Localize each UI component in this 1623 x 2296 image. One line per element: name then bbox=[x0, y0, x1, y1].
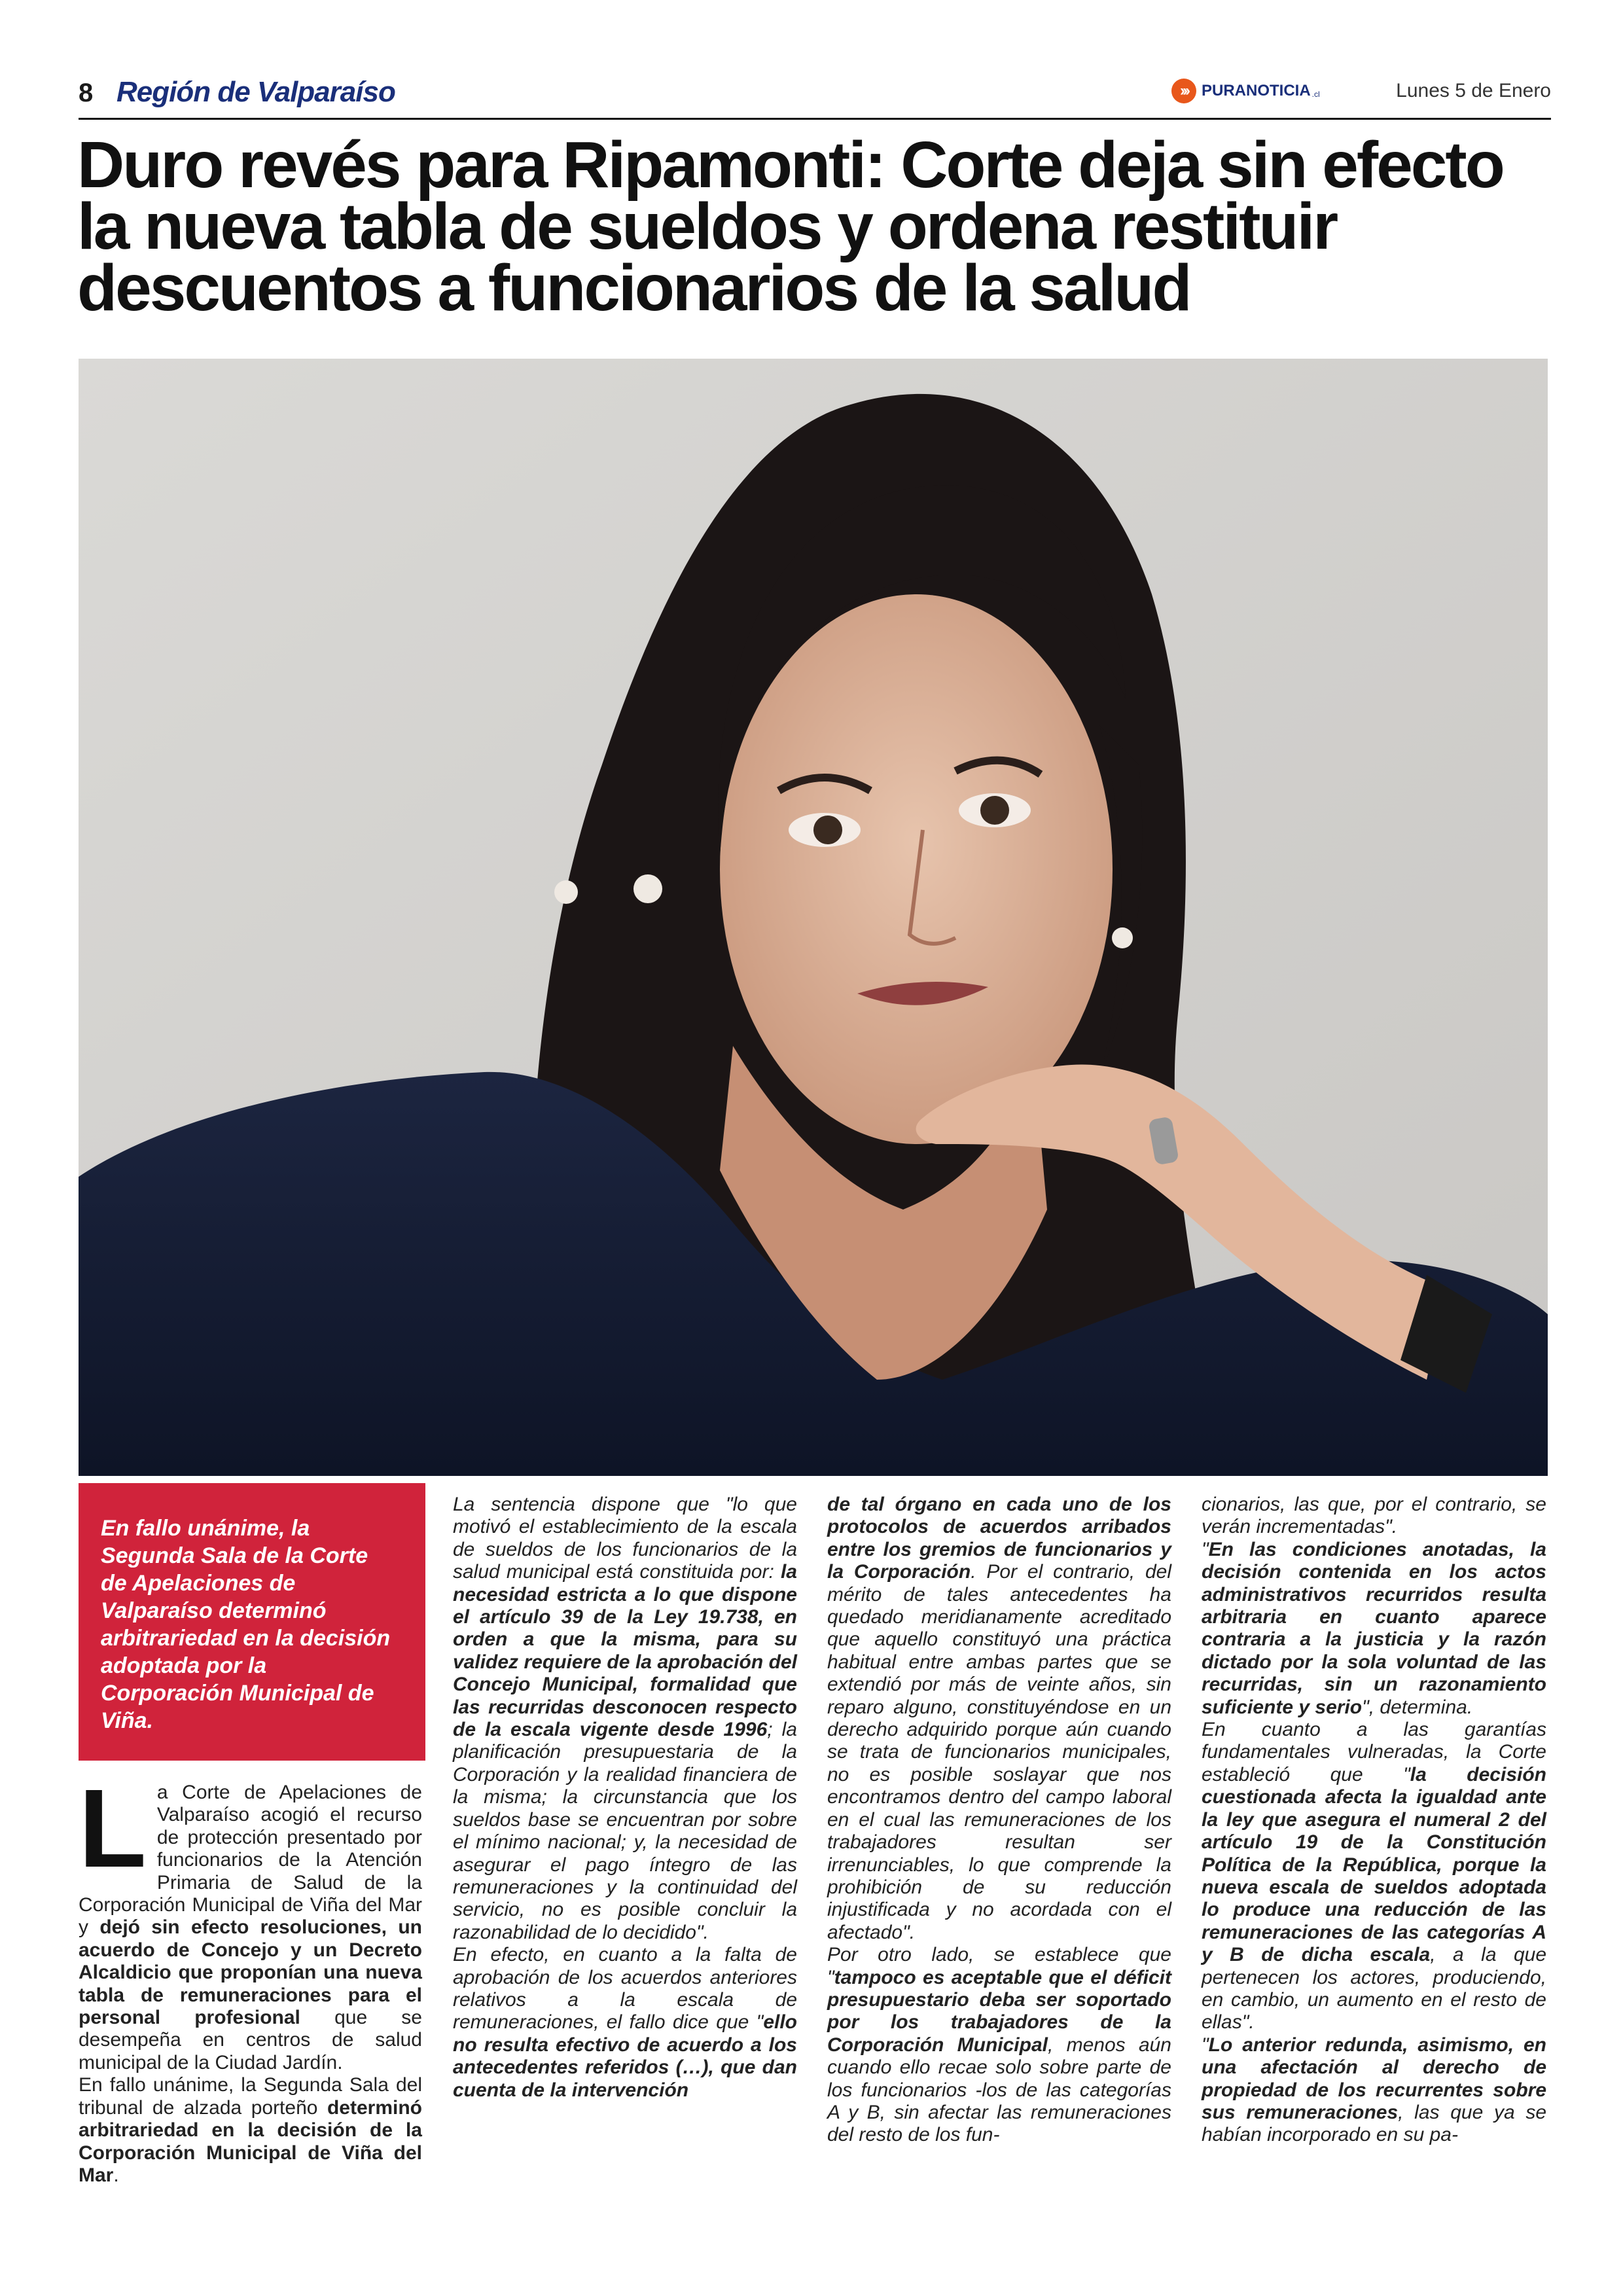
article-column-1 bbox=[79, 1767, 422, 2187]
text-run-bold: ello no resulta efectivo de acuerdo a los antecedentes referidos (…), que dan cuenta de la intervención bbox=[453, 2011, 797, 2101]
text-run: " bbox=[1202, 1538, 1209, 1560]
article-paragraph bbox=[453, 1494, 797, 1944]
article-paragraph bbox=[453, 1944, 797, 2102]
text-run: a Corte de Apelaciones de Valparaíso acogió el recurso de protección presentado por funcionarios de la Atención Primaria de Salud de la Corporación Municipal de Viña del Mar y bbox=[79, 1782, 422, 1939]
text-run: , menos aún cuando ello recae solo sobre parte de los funcionarios -los de las categorías A y B, sin afectar las remuneraciones del resto de los fun- bbox=[827, 2034, 1171, 2146]
brand-logo bbox=[1171, 79, 1320, 103]
text-run-bold: determinó arbitrariedad en la decisión de la Corporación Municipal de Viña del Mar bbox=[79, 2096, 422, 2186]
page-header bbox=[79, 72, 1551, 120]
text-run-bold: Lo anterior redunda, asimismo, en una afectación al derecho de propiedad de los recurrentes sobre sus remuneraciones bbox=[1202, 2034, 1546, 2123]
article-column-2 bbox=[453, 1494, 797, 2102]
article-column-3 bbox=[827, 1494, 1171, 2147]
text-run: ; la planificación presupuestaria de la Corporación y la realidad financiera de la misma; la circunstancia que los sueldos base se encuentran por sobre el mínimo nacional; y, la necesidad de asegurar el pago íntegro de las remuneraciones y la continuidad del servicio, no es posible concluir la razonabilidad de lo decidido". bbox=[453, 1719, 797, 1943]
text-run-bold: de tal órgano en cada uno de los protocolos de acuerdos arribados entre los gremios de funcionarios y la Corporación bbox=[827, 1494, 1171, 1583]
headline: Duro revés para Ripamonti: Corte deja sin efecto la nueva tabla de sueldos y ordena restituir descuentos a funcionarios de la salud bbox=[77, 128, 1503, 325]
callout-box: En fallo unánime, la Segunda Sala de la Corte de Apelaciones de Valparaíso determinó arbitrariedad en la decisión adoptada por la Corporación Municipal de Viña. bbox=[79, 1483, 425, 1761]
text-run-bold: tampoco es aceptable que el déficit presupuestario deba ser soportado por los trabajadores de la Corporación Municipal bbox=[827, 1966, 1171, 2056]
issue-date: Lunes 5 de Enero bbox=[1396, 80, 1551, 101]
text-run: Por otro lado, se establece que " bbox=[827, 1944, 1171, 1988]
article-paragraph bbox=[827, 1494, 1171, 1944]
text-run: que se desempeña en centros de salud municipal de la Ciudad Jardín. bbox=[79, 2007, 422, 2073]
brand-suffix: .cl bbox=[1311, 90, 1320, 99]
text-run: En fallo unánime, la Segunda Sala del tribunal de alzada porteño bbox=[79, 2074, 422, 2119]
text-run-bold: la decisión cuestionada afecta la igualdad ante la ley que asegura el numeral 2 del artículo 19 de la Constitución Política de la República, porque la nueva escala de sueldos adoptada lo produce una reducción de las remuneraciones de las categorías A y B de dicha escala bbox=[1202, 1763, 1546, 1966]
page-number: 8 bbox=[79, 79, 94, 107]
article-paragraph bbox=[1202, 1719, 1546, 2034]
article-photo bbox=[79, 359, 1548, 1476]
article-paragraph: cionarios, las que, por el contrario, se verán incrementadas". bbox=[1202, 1494, 1546, 1538]
article-column-4 bbox=[1202, 1494, 1546, 2147]
text-run: En efecto, en cuanto a la falta de aprobación de los acuerdos anteriores relativos a la escala de remuneraciones, el fallo dice que " bbox=[453, 1944, 797, 2034]
section-title: Región de Valparaíso bbox=[116, 76, 395, 108]
text-run-bold: En las condiciones anotadas, la decisión contenida en los actos administrativos recurridos resulta arbitraria en cuanto aparece contraria a la justicia y la razón dictado por la sola voluntad de las recurridas, sin un razonamiento suficiente y serio bbox=[1202, 1538, 1546, 1718]
article-paragraph bbox=[79, 1767, 422, 2074]
text-run: . bbox=[113, 2164, 119, 2186]
article-paragraph bbox=[1202, 1539, 1546, 1719]
drop-cap: L bbox=[79, 1767, 147, 1891]
brand-name: PURANOTICIA bbox=[1202, 82, 1311, 99]
article-paragraph bbox=[1202, 2034, 1546, 2147]
text-run: ", determina. bbox=[1362, 1696, 1473, 1718]
text-run-bold: la necesidad estricta a lo que dispone el artículo 39 de la Ley 19.738, en orden a que la misma, para su validez requiere de la aprobación del Concejo Municipal, formalidad que las recurridas desconocen respecto de la escala vigente desde 1996 bbox=[453, 1561, 797, 1741]
article-paragraph bbox=[827, 1944, 1171, 2147]
text-run-bold: dejó sin efecto resoluciones, un acuerdo de Concejo y un Decreto Alcaldicio que proponían una nueva tabla de remuneraciones para el personal profesional bbox=[79, 1916, 422, 2029]
text-run: " bbox=[1202, 2034, 1209, 2056]
chevrons-icon: ››› bbox=[1171, 79, 1196, 103]
text-run: , las que ya se habían incorporado en su pa- bbox=[1202, 2101, 1547, 2146]
text-run: La sentencia dispone que "lo que motivó el establecimiento de la escala de sueldos de los funcionarios de la salud municipal está constituida por: bbox=[453, 1494, 797, 1583]
text-run: En cuanto a las garantías fundamentales vulneradas, la Corte estableció que " bbox=[1202, 1719, 1546, 1785]
text-run: , a la que pertenecen los actores, produciendo, en cambio, un aumento en el resto de ellas". bbox=[1202, 1944, 1546, 2034]
article-paragraph bbox=[79, 2074, 422, 2187]
text-run: . Por el contrario, del mérito de tales antecedentes ha quedado meridianamente acreditado que aquello constituyó una práctica habitual entre ambas partes que se extendió por más de veinte años, sin reparo alguno, constituyéndose en un derecho adquirido porque aún cuando se trata de funcionarios municipales, no es posible soslayar que nos encontramos dentro del campo laboral en el cual las remuneraciones de los trabajadores resultan ser irrenunciables, lo que comprende la prohibición de su reducción injustificada y no acordada con el afectado". bbox=[827, 1561, 1171, 1943]
